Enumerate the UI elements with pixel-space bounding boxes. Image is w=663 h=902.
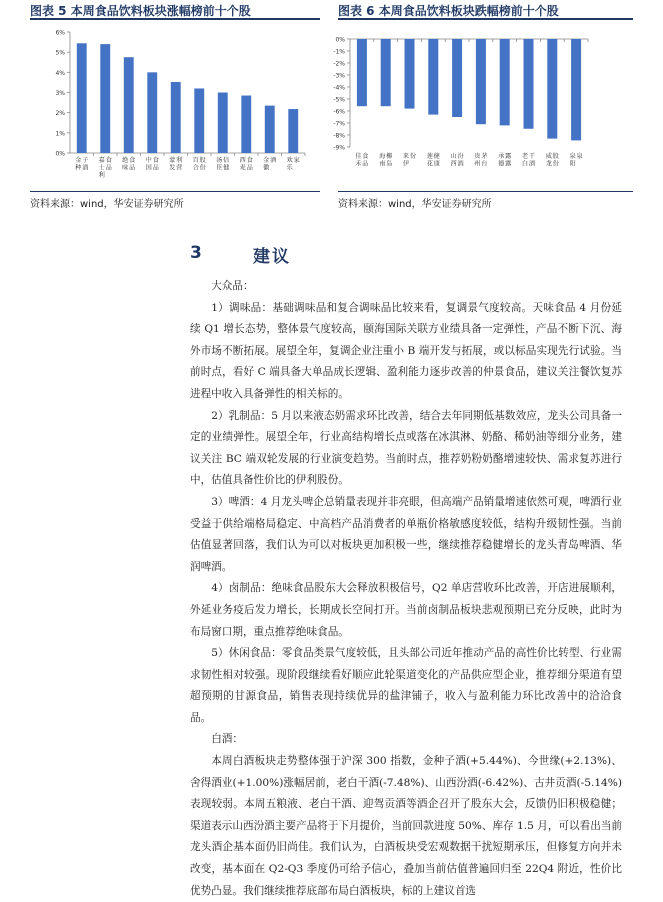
bar bbox=[547, 39, 557, 139]
section-body bbox=[190, 276, 622, 902]
paragraph-dairy: 2）乳制品：5 月以来液态奶需求环比改善，结合去年同期低基数效应，龙头公司具备一定的业绩弹性。展望全年，行业高结构增长点或落在冰淇淋、奶酪、稀奶油等细分业务，建议关注 BC 端双轮发展的行业演变趋势。当前时点，推荐奶粉奶酪增速较快、需求复苏进行中，估值具备性价比的伊利股份。 bbox=[190, 409, 622, 487]
figure-5-bottom-rule bbox=[30, 191, 320, 192]
bar bbox=[428, 39, 438, 115]
x-category-label: 百合股份 bbox=[192, 157, 206, 172]
y-tick-label: -8% bbox=[333, 132, 345, 140]
bar bbox=[524, 39, 534, 129]
y-tick-label: 5% bbox=[55, 49, 65, 57]
paragraph-mass-consumer-heading: 大众品： bbox=[211, 280, 254, 292]
x-category-label: 绝味食品 bbox=[122, 157, 136, 172]
y-tick-label: -6% bbox=[333, 108, 345, 116]
y-tick-label: -7% bbox=[333, 120, 345, 128]
x-category-label: 汤臣倍健 bbox=[216, 157, 230, 172]
bar bbox=[194, 88, 204, 153]
y-tick-label: -9% bbox=[333, 144, 345, 152]
figure-6-source: 资料来源：wind，华安证券研究所 bbox=[338, 199, 492, 210]
y-tick-label: 3% bbox=[55, 90, 65, 97]
bar bbox=[241, 96, 251, 153]
paragraph-baijiu-heading: 白酒： bbox=[211, 733, 243, 746]
y-tick-label: 1% bbox=[55, 130, 65, 138]
figure-6-bottom-rule bbox=[338, 191, 633, 192]
figure-5-source: 资料来源：wind，华安证券研究所 bbox=[30, 199, 184, 210]
figure-5-title: 图表 5 本周食品饮料板块涨幅榜前十个股 bbox=[30, 4, 251, 18]
x-category-label: 嘉士利食品 bbox=[98, 157, 112, 179]
paragraph-baijiu: 本周白酒板块走势整体强于沪深 300 指数，金种子酒(+5.44%)、今世缘(+2.13%)、舍得酒业(+1.00%)涨幅居前，老白干酒(-7.48%)、山西汾酒(-6.42%)、古井贡酒(-5.14%)表现较弱。本周五粮液、老白干酒、迎驾贡酒等酒企召开了股东大会，反馈仍旧积极稳健；渠道表示山西汾酒主要产品将于下月提价，当前回款进度 50%、库存 1.5 月，可以看出当前龙头酒企基本面仍旧尚佳。我们认为，白酒板块受宏观数据干扰短期承压，但修复方向并未改变，基本面在 Q2-Q3 季度仍可给予信心，叠加当前估值普遍回归至 22Q4 附近，性价比优势凸显。我们继续推荐底部布局白酒板块，标的上建议首选 bbox=[190, 755, 622, 897]
paragraph-condiments: 1）调味品：基础调味品和复合调味品比较来看，复调景气度较高。天味食品 4 月份延续 Q1 增长态势，整体景气度较高，颐海国际关联方业绩具备一定弹性，产品不断下沉、海外市场不断拓展。展望全年，复调企业注重小 B 端开发与拓展，或以标品实现先行试验。当前时点，看好 C 端具备大单品成长逻辑、盈利能力逐步改善的仲景食品，建议关注餐饮复苏进程中收入具备弹性的相关标的。 bbox=[190, 301, 622, 400]
bar bbox=[171, 82, 181, 153]
bar bbox=[357, 39, 367, 106]
x-category-label: 欢乐家 bbox=[286, 157, 300, 172]
y-tick-label: -1% bbox=[333, 48, 345, 56]
x-category-label: 莲花健康 bbox=[426, 153, 440, 168]
paragraph-beer: 3）啤酒：4 月龙头啤企总销量表现并非亮眼，但高端产品销量增速依然可观，啤酒行业受益于供给端格局稳定、中高档产品消费者的单瓶价格敏感度较低，结构升级韧性强。当前估值显著回落，我们认为可以对板块更加积极一些，继续推荐稳健增长的龙头青岛啤酒、华润啤酒。 bbox=[190, 495, 622, 573]
bar bbox=[452, 39, 462, 117]
y-tick-label: -2% bbox=[333, 60, 345, 68]
bar bbox=[100, 44, 110, 153]
section-title: 建议 bbox=[253, 247, 291, 267]
x-category-label: 威龙股份 bbox=[545, 153, 559, 168]
x-category-label: 金徽酒 bbox=[263, 157, 277, 172]
bar bbox=[218, 93, 228, 154]
figure-6-chart bbox=[333, 22, 638, 192]
x-category-label: 来伊份 bbox=[402, 153, 417, 168]
section-number: 3 bbox=[190, 243, 202, 263]
figure-6-top-rule bbox=[338, 18, 633, 20]
bar bbox=[147, 72, 157, 153]
figure-5-top-rule bbox=[30, 18, 320, 20]
y-tick-label: -4% bbox=[333, 84, 345, 92]
y-tick-label: 4% bbox=[55, 69, 65, 77]
paragraph-snacks: 5）休闲食品：零食品类景气度较低，且头部公司近年推动产品的高性价比转型、行业需求韧性相对较强。现阶段继续看好顺应此轮渠道变化的产品供应型企业，推荐细分渠道有望超预期的甘源食品，销售表现持续优异的盐津铺子，收入与盈利能力环比改善中的洽洽食品。 bbox=[190, 647, 622, 724]
x-category-label: 蒙发利营 bbox=[169, 157, 183, 172]
y-tick-label: 0% bbox=[55, 150, 65, 158]
bar bbox=[405, 39, 415, 109]
y-tick-label: 0% bbox=[335, 36, 345, 44]
bar bbox=[288, 109, 298, 153]
y-tick-label: -3% bbox=[333, 72, 345, 80]
figure-6-title: 图表 6 本周食品饮料板块跌幅榜前十个股 bbox=[338, 4, 559, 18]
figure-5-chart bbox=[30, 22, 330, 192]
bar bbox=[500, 39, 510, 125]
bar bbox=[124, 57, 134, 153]
x-category-label: 佳禾食品 bbox=[355, 153, 369, 168]
x-category-label: 泉阳泉 bbox=[569, 153, 583, 168]
y-tick-label: -5% bbox=[333, 96, 345, 104]
bar bbox=[476, 39, 486, 124]
x-category-label: 西麦食品 bbox=[239, 157, 253, 172]
x-category-label: 中国食品 bbox=[145, 157, 159, 172]
bar bbox=[265, 106, 275, 153]
y-tick-label: 2% bbox=[55, 110, 65, 118]
y-tick-label: 6% bbox=[55, 29, 65, 37]
x-category-label: 山西汾酒 bbox=[450, 153, 464, 168]
x-category-label: 贵州茅台 bbox=[474, 153, 488, 168]
bar bbox=[571, 39, 581, 140]
x-category-label: 金种子酒 bbox=[75, 157, 89, 172]
x-category-label: 老白干酒 bbox=[521, 153, 536, 168]
paragraph-braised-food: 4）卤制品：绝味食品股东大会释放积极信号，Q2 单店营收环比改善，开店进展顺利，外延业务疫后发力增长，长期成长空间打开。当前卤制品板块悲观预期已充分反映，此时为布局窗口期，重点推荐绝味食品。 bbox=[190, 582, 622, 638]
x-category-label: 海南椰岛 bbox=[379, 153, 393, 168]
x-category-label: 承德露露 bbox=[498, 153, 512, 168]
bar bbox=[77, 43, 87, 153]
bar bbox=[381, 39, 391, 106]
